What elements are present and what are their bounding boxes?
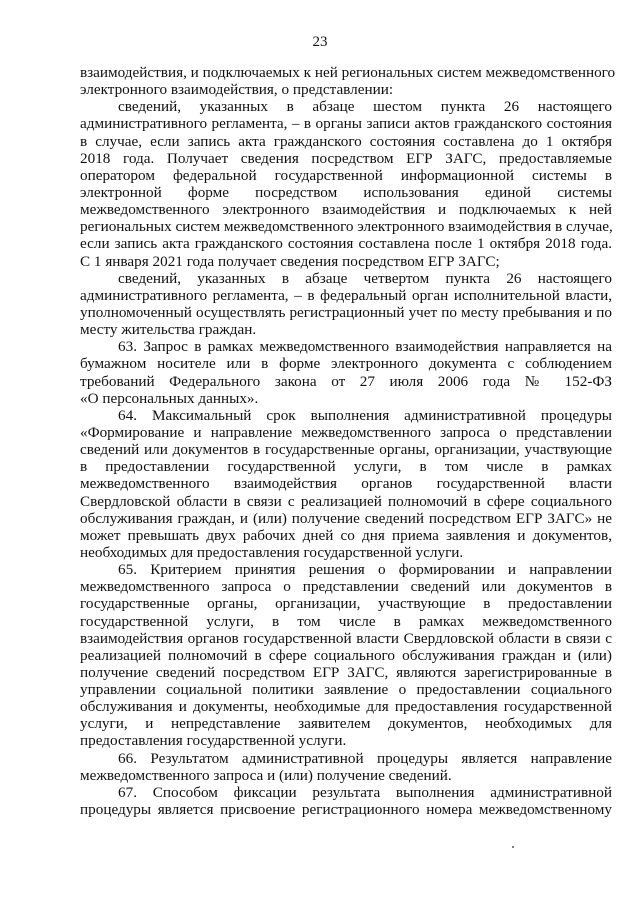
text-line: административного регламента, – в органы записи актов гражданского состояния bbox=[80, 115, 612, 133]
text-line: взаимодействия, и подключаемых к ней региональных систем межведомственного bbox=[80, 64, 616, 81]
text-line: в предоставлении государственной услуги, в том числе в рамках bbox=[80, 458, 612, 476]
text-line: предоставления государственной услуги. bbox=[80, 732, 347, 750]
text-line: требований Федерального закона от 27 июля 2006 года № 152-ФЗ bbox=[80, 372, 612, 390]
text-line: взаимодействия органов государственной власти Свердловской области в связи с bbox=[80, 629, 612, 647]
text-line: межведомственного запроса о представлении сведений или документов в bbox=[80, 578, 612, 596]
text-line: 65. Критерием принятия решения о формировании и направлении bbox=[118, 561, 612, 579]
text-line: межведомственного запроса и (или) получение сведений. bbox=[80, 766, 452, 784]
text-line: оператором федеральной государственной информационной системы в bbox=[80, 166, 612, 184]
text-line: обслуживания и документы, необходимые для предоставления государственной bbox=[80, 698, 612, 716]
page-number: 23 bbox=[312, 34, 328, 50]
text-line: административного регламента, – в федеральный орган исполнительной власти, bbox=[80, 286, 612, 304]
text-line: получение сведений посредством ЕГР ЗАГС, являются зарегистрированные в bbox=[80, 663, 612, 681]
text-line: государственной услуги, в том числе в рамках межведомственного bbox=[80, 612, 612, 630]
text-line: обслуживания граждан, и (или) получение сведений посредством ЕГР ЗАГС» не bbox=[80, 509, 612, 527]
text-line: «О персональных данных». bbox=[80, 389, 259, 407]
text-line: процедуры является присвоение регистрационного номера межведомственному bbox=[80, 801, 612, 819]
text-line: региональных систем межведомственного электронного взаимодействия в случае, bbox=[80, 218, 613, 236]
scan-speck bbox=[512, 846, 514, 848]
text-line: уполномоченный осуществлять регистрационный учет по месту пребывания и по bbox=[80, 303, 612, 321]
text-line: бумажном носителе или в форме электронного документа с соблюдением bbox=[80, 355, 612, 373]
text-line: электронного взаимодействия, о представлении: bbox=[80, 81, 394, 99]
text-line: 64. Максимальный срок выполнения административной процедуры bbox=[118, 406, 612, 424]
text-line: 66. Результатом административной процедуры является направление bbox=[118, 749, 612, 767]
text-line: межведомственного взаимодействия органов государственной власти bbox=[80, 475, 612, 493]
text-line: сведений или документов в государственные органы, организации, участвующие bbox=[80, 441, 612, 459]
text-line: межведомственного электронного взаимодействия и подключаемых к ней bbox=[80, 201, 612, 219]
text-line: управлении социальной политики заявление о предоставлении социального bbox=[80, 681, 612, 699]
text-line: электронной форме посредством использования единой системы bbox=[80, 183, 612, 201]
text-line: «Формирование и направление межведомственного запроса о представлении bbox=[80, 423, 612, 441]
text-line: в случае, если запись акта гражданского состояния составлена до 1 октября bbox=[80, 132, 612, 150]
document-body bbox=[80, 64, 616, 819]
text-line: может превышать двух рабочих дней со дня приема заявления и документов, bbox=[80, 526, 612, 544]
text-line: месту жительства граждан. bbox=[80, 321, 257, 339]
text-line: государственные органы, организации, участвующие в предоставлении bbox=[80, 595, 612, 613]
text-line: необходимых для предоставления государственной услуги. bbox=[80, 543, 464, 561]
text-line: услуги, и непредставление заявителем документов, необходимых для bbox=[80, 715, 612, 733]
text-line: 2018 года. Получает сведения посредством ЕГР ЗАГС, предоставляемые bbox=[80, 149, 612, 167]
text-line: реализацией полномочий в сфере социального обслуживания граждан и (или) bbox=[80, 646, 612, 664]
text-line: сведений, указанных в абзаце четвертом пункта 26 настоящего bbox=[118, 269, 612, 287]
text-line: если запись акта гражданского состояния составлена после 1 октября 2018 года. bbox=[80, 235, 612, 253]
text-line: С 1 января 2021 года получает сведения посредством ЕГР ЗАГС; bbox=[80, 252, 500, 270]
text-line: 63. Запрос в рамках межведомственного взаимодействия направляется на bbox=[118, 338, 612, 356]
text-line: Свердловской области в связи с реализацией полномочий в сфере социального bbox=[80, 492, 612, 510]
text-line: 67. Способом фиксации результата выполнения административной bbox=[118, 783, 612, 801]
text-line: сведений, указанных в абзаце шестом пункта 26 настоящего bbox=[118, 98, 612, 116]
